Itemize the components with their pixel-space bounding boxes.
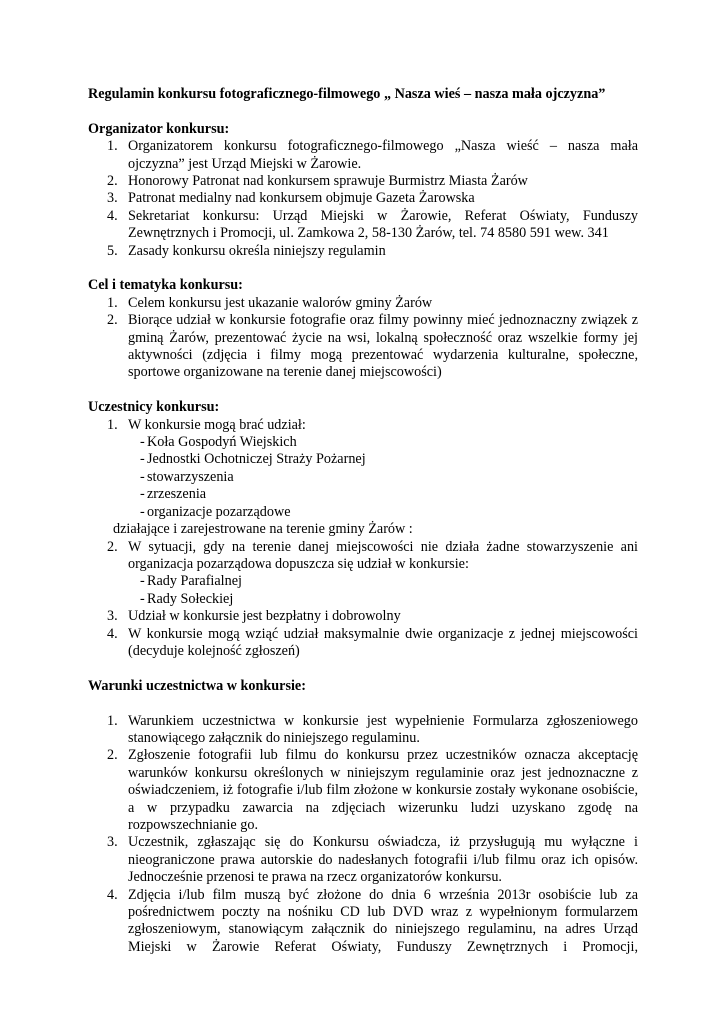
list-item: 1. Celem konkursu jest ukazanie walorów gminy Żarów [107, 294, 433, 311]
dash-item: - zrzeszenia [140, 486, 207, 503]
spacer [88, 695, 638, 712]
section-heading-organizer: Organizator konkursu: [88, 120, 230, 137]
section-heading-participants: Uczestnicy konkursu: [88, 399, 220, 416]
list-item: 1. Warunkiem uczestnictwa w konkursie jest wypełnienie Formularza zgłoszeniowego stanowiącego załącznik do niniejszego regulaminu. [107, 712, 638, 746]
registration-note: działające i zarejestrowane na terenie gminy Żarów : [113, 521, 413, 538]
participants-list-cont [88, 539, 638, 574]
section-heading-goal: Cel i tematyka konkursu: [88, 277, 243, 294]
dash-item: - organizacje pozarządowe [140, 503, 291, 520]
list-item: 1. W konkursie mogą brać udział: [107, 416, 306, 433]
list-item: 3. Patronat medialny nad konkursem objmuje Gazeta Żarowska [107, 190, 475, 207]
dash-item: - Rady Sołeckiej [140, 590, 234, 607]
organizer-list [88, 138, 638, 260]
list-item: 2. Zgłoszenie fotografii lub filmu do konkursu przez uczestników oznacza akceptację warunków konkursu określonych w niniejszym regulaminie oraz jest jednoznaczne z oświadczeniem, iż fotografie i/lub film złożone w konkursie zostały wykonane osobiście, a w przypadku zawarcia na zdjęciach wizerunku ludzi uzyskano zgodę na rozpowszechnianie go. [107, 747, 638, 833]
list-item: 2. W sytuacji, gdy na terenie danej miejscowości nie działa żadne stowarzyszenie ani organizacja pozarządowa dopuszcza się udział w konkursie: [107, 538, 638, 572]
alternative-bodies-list [88, 573, 638, 608]
participants-list-end [88, 608, 638, 660]
list-item: 2. Honorowy Patronat nad konkursem sprawuje Burmistrz Miasta Żarów [107, 173, 528, 190]
participants-list [88, 417, 638, 434]
list-item: 4. Zdjęcia i/lub film muszą być złożone do dnia 6 września 2013r osobiście lub za pośrednictwem poczty na nośniku CD lub DVD wraz z wypełnionym formularzem zgłoszeniowym, stanowiącym załącznik do niniejszego regulaminu, na adres Urząd Miejski w Żarowie Referat Oświaty, Funduszy Zewnętrznych i Promocji, [107, 886, 638, 955]
list-item: 1. Organizatorem konkursu fotograficznego-filmowego „Nasza wieść – nasza mała ojczyzna” jest Urząd Miejski w Żarowie. [107, 138, 638, 172]
document-body [88, 86, 638, 956]
conditions-list [88, 713, 638, 957]
list-item: 2. Biorące udział w konkursie fotografie oraz filmy powinny mieć jednoznaczny związek z gminą Żarów, prezentować życie na wsi, lokalną społeczność oraz wszelkie formy jej aktywności (zdjęcia i filmy mogą prezentować wydarzenia kulturalne, społeczne, sportowe organizowane na terenie danej miejscowości) [107, 312, 638, 381]
section-heading-conditions: Warunki uczestnictwa w konkursie: [88, 677, 306, 694]
list-item: 4. W konkursie mogą wziąć udział maksymalnie dwie organizacje z jednej miejscowości (decyduje kolejność zgłoszeń) [107, 625, 638, 659]
dash-item: - stowarzyszenia [140, 468, 234, 485]
list-item: 4. Sekretariat konkursu: Urząd Miejski w Żarowie, Referat Oświaty, Funduszy Zewnętrznych i Promocji, ul. Zamkowa 2, 58-130 Żarów, tel. 74 8580 591 wew. 341 [107, 207, 638, 242]
list-item: 3. Uczestnik, zgłaszając się do Konkursu oświadcza, iż przysługują mu wyłączne i nieograniczone prawa autorskie do nadesłanych fotografii i/lub filmu oraz ich opisów. Jednocześnie przenosi te prawa na rzecz organizatorów konkursu. [107, 834, 638, 886]
goal-list [88, 295, 638, 382]
list-item: 5. Zasady konkursu określa niniejszy regulamin [107, 242, 386, 259]
document-title: Regulamin konkursu fotograficznego-filmowego „ Nasza wieś – nasza mała ojczyzna” [88, 86, 606, 102]
dash-item: - Rady Parafialnej [140, 573, 242, 590]
dash-item: - Jednostki Ochotniczej Straży Pożarnej [140, 451, 366, 468]
list-item: 3. Udział w konkursie jest bezpłatny i dobrowolny [107, 608, 401, 625]
dash-item: - Koła Gospodyń Wiejskich [140, 434, 297, 451]
eligible-organizations-list [88, 434, 638, 521]
